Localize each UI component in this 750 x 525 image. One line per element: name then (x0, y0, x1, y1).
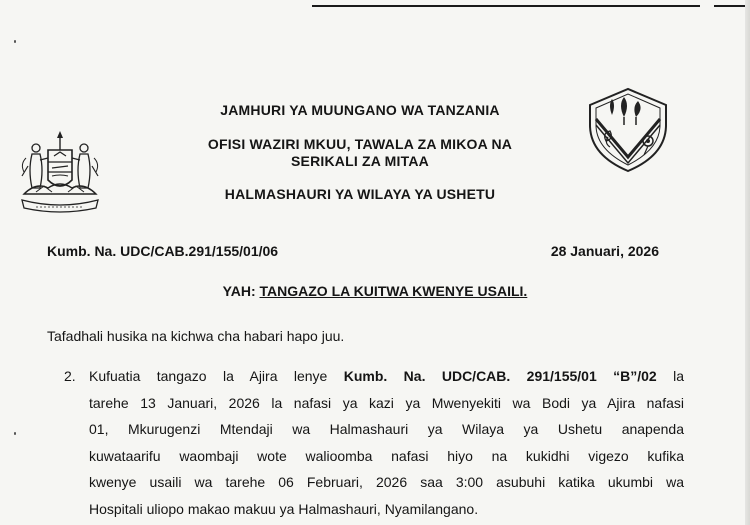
paragraph-line: 01, Mkurugenzi Mtendaji wa Halmashauri ya Wilaya ya Ushetu anapenda (89, 421, 684, 437)
subject-prefix: YAH: (222, 283, 256, 299)
paragraph-line: kuwataarifu waombaji wote walioomba nafasi hiyo na kukidhi vigezo kufika (89, 447, 684, 464)
header-ministry: OFISI WAZIRI MKUU, TAWALA ZA MIKOA NA (207, 136, 513, 152)
paragraph-line (64, 363, 684, 390)
header-ministry-cont: SERIKALI ZA MITAA (291, 153, 429, 169)
paragraph-line: tarehe 13 Januari, 2026 la nafasi ya kazi ya Mwenyekiti wa Bodi ya Ajira nafasi (89, 394, 684, 411)
page-edge-right (745, 0, 750, 525)
scan-speck (14, 432, 16, 435)
reference-number: Kumb. Na. UDC/CAB.291/155/01/06 (47, 243, 279, 259)
paragraph-text: la (656, 368, 684, 384)
header-country: JAMHURI YA MUUNGANO WA TANZANIA (220, 102, 500, 118)
salutation: Tafadhali husika na kichwa cha habari hapo juu. (47, 328, 345, 344)
coat-of-arms-emblem (16, 128, 104, 214)
header-council: HALMASHAURI YA WILAYA YA USHETU (224, 186, 496, 202)
page-edge-shadow (312, 0, 750, 9)
paragraph-reference: Kumb. Na. UDC/CAB. 291/155/01 “B”/02 (343, 368, 657, 384)
letter-date: 28 Januari, 2026 (550, 243, 659, 259)
district-council-emblem (582, 85, 674, 173)
scan-speck (14, 40, 16, 43)
subject-title: TANGAZO LA KUITWA KWENYE USAILI. (259, 283, 528, 299)
subject-line (0, 283, 750, 299)
paragraph-text: Kufuatia tangazo la Ajira lenye (89, 368, 344, 384)
paragraph-number: 2. (64, 368, 76, 384)
body-paragraph (64, 363, 684, 522)
paragraph-line: kwenye usaili wa tarehe 06 Februari, 2026 saa 3:00 asubuhi katika ukumbi wa (89, 474, 684, 490)
paragraph-line: Hospitali uliopo makao makuu ya Halmashauri, Nyamilangano. (89, 500, 479, 517)
